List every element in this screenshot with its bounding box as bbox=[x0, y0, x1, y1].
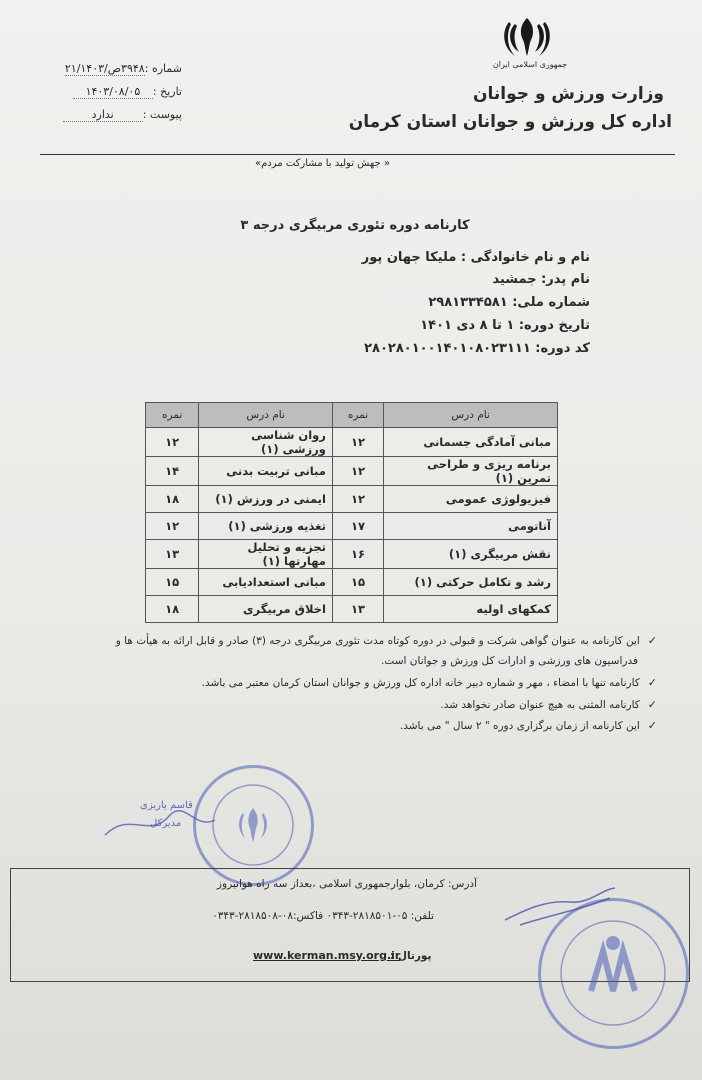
table-row bbox=[146, 428, 558, 457]
signatory-name: قاسم یاربزی bbox=[140, 800, 193, 811]
course-name: مبانی تربیت بدنی bbox=[199, 457, 333, 486]
course-grade: ۱۸ bbox=[146, 486, 199, 513]
course-name: فیزیولوژی عمومی bbox=[384, 486, 558, 513]
course-grade: ۱۳ bbox=[146, 540, 199, 569]
footer-phone: تلفن: ۰۵-۲۸۱۸۵۰۱-۰۳۴۳ فاکس:۰۸-۲۸۱۸۵۰۸-۰۳۴۳ bbox=[212, 910, 434, 922]
course-name: مبانی آمادگی جسمانی bbox=[384, 428, 558, 457]
column-header: نام درس bbox=[199, 403, 333, 428]
course-name: تغذیه ورزشی (۱) bbox=[199, 513, 333, 540]
check-icon: ✓ bbox=[647, 698, 657, 711]
course-grade: ۱۶ bbox=[332, 540, 383, 569]
note-2: ✓کارنامه تنها با امضاء ، مهر و شماره دبیر خانه اداره کل ورزش و جوانان استان کرمان معتبر می باشد. bbox=[201, 676, 657, 689]
course-name: آناتومی bbox=[384, 513, 558, 540]
check-icon: ✓ bbox=[647, 719, 657, 732]
course-grade: ۱۲ bbox=[332, 457, 383, 486]
iran-emblem-icon bbox=[497, 14, 557, 60]
table-row bbox=[146, 457, 558, 486]
portal-label: پورتال : bbox=[390, 950, 432, 962]
course-grade: ۱۵ bbox=[332, 569, 383, 596]
course-name: روان شناسی ورزشی (۱) bbox=[199, 428, 333, 457]
course-grade: ۱۵ bbox=[146, 569, 199, 596]
office-name: اداره کل ورزش و جوانان استان کرمان bbox=[348, 112, 672, 132]
course-name: تجزیه و تحلیل مهارتها (۱) bbox=[199, 540, 333, 569]
course-grade: ۱۸ bbox=[146, 596, 199, 623]
letter-date: تاریخ :۱۴۰۳/۰۸/۰۵ bbox=[32, 85, 182, 99]
course-grade: ۱۷ bbox=[332, 513, 383, 540]
course-name: ایمنی در ورزش (۱) bbox=[199, 486, 333, 513]
header-divider bbox=[40, 154, 675, 155]
ministry-name: وزارت ورزش و جوانان bbox=[473, 84, 664, 104]
check-icon: ✓ bbox=[647, 634, 657, 647]
column-header: نمره bbox=[146, 403, 199, 428]
note-4: ✓این کارنامه از زمان برگزاری دوره " ۲ سال " می باشد. bbox=[399, 719, 657, 732]
note-1-continued: فدراسیون های ورزشی و ادارات کل ورزش و جوانان است. bbox=[381, 655, 638, 667]
father-name: نام پدر: جمشید bbox=[492, 272, 590, 287]
document-title: کارنامه دوره تئوری مربیگری درجه ۳ bbox=[240, 218, 470, 233]
course-grade: ۱۲ bbox=[146, 513, 199, 540]
letter-attachment: پیوست :ندارد bbox=[32, 108, 182, 122]
note-3: ✓کارنامه المثنی به هیچ عنوان صادر نخواهد شد. bbox=[440, 698, 657, 711]
table-row bbox=[146, 569, 558, 596]
course-name: نقش مربیگری (۱) bbox=[384, 540, 558, 569]
table-row bbox=[146, 540, 558, 569]
check-icon: ✓ bbox=[647, 676, 657, 689]
course-grade: ۱۲ bbox=[146, 428, 199, 457]
grades-table bbox=[145, 402, 558, 623]
course-grade: ۱۲ bbox=[332, 486, 383, 513]
footer-address: آدرس: کرمان، بلوارجمهوری اسلامی ،بعداز سه راه هوانیروز bbox=[216, 878, 477, 890]
course-grade: ۱۴ bbox=[146, 457, 199, 486]
table-row bbox=[146, 596, 558, 623]
course-name: رشد و تکامل حرکتی (۱) bbox=[384, 569, 558, 596]
portal-link[interactable]: www.kerman.msy.org.ir bbox=[253, 949, 401, 962]
table-row bbox=[146, 513, 558, 540]
course-code: کد دوره: ۲۸۰۲۸۰۱۰۰۱۴۰۱۰۸۰۲۳۱۱۱ bbox=[364, 341, 590, 356]
course-name: برنامه ریزی و طراحی تمرین (۱) bbox=[384, 457, 558, 486]
course-name: مبانی استعدادیابی bbox=[199, 569, 333, 596]
course-grade: ۱۳ bbox=[332, 596, 383, 623]
note-1: ✓این کارنامه به عنوان گواهی شرکت و قبولی در دوره کوتاه مدت تئوری مربیگری درجه (۳) صادر و قابل ارائه به هیأت ها و bbox=[115, 634, 657, 647]
course-name: کمکهای اولیه bbox=[384, 596, 558, 623]
table-row bbox=[146, 486, 558, 513]
footer-signature bbox=[500, 880, 620, 940]
table-header-row bbox=[146, 403, 558, 428]
slogan: « جهش تولید با مشارکت مردم» bbox=[255, 158, 391, 169]
signatory-title: مدیرکل bbox=[150, 818, 182, 829]
stamp-emblem-icon bbox=[196, 768, 311, 883]
course-name: اخلاق مربیگری bbox=[199, 596, 333, 623]
course-date: تاریخ دوره: ۱ تا ۸ دی ۱۴۰۱ bbox=[420, 318, 590, 333]
emblem-caption: جمهوری اسلامی ایران bbox=[492, 60, 568, 69]
course-grade: ۱۲ bbox=[332, 428, 383, 457]
student-name: نام و نام خانوادگی : ملیکا جهان پور bbox=[361, 250, 590, 265]
letter-number: شماره :۳۹۴۸ص/۲۱/۱۴۰۳ bbox=[64, 62, 182, 75]
column-header: نمره bbox=[332, 403, 383, 428]
national-id: شماره ملی: ۲۹۸۱۳۳۴۵۸۱ bbox=[428, 295, 590, 310]
column-header: نام درس bbox=[384, 403, 558, 428]
